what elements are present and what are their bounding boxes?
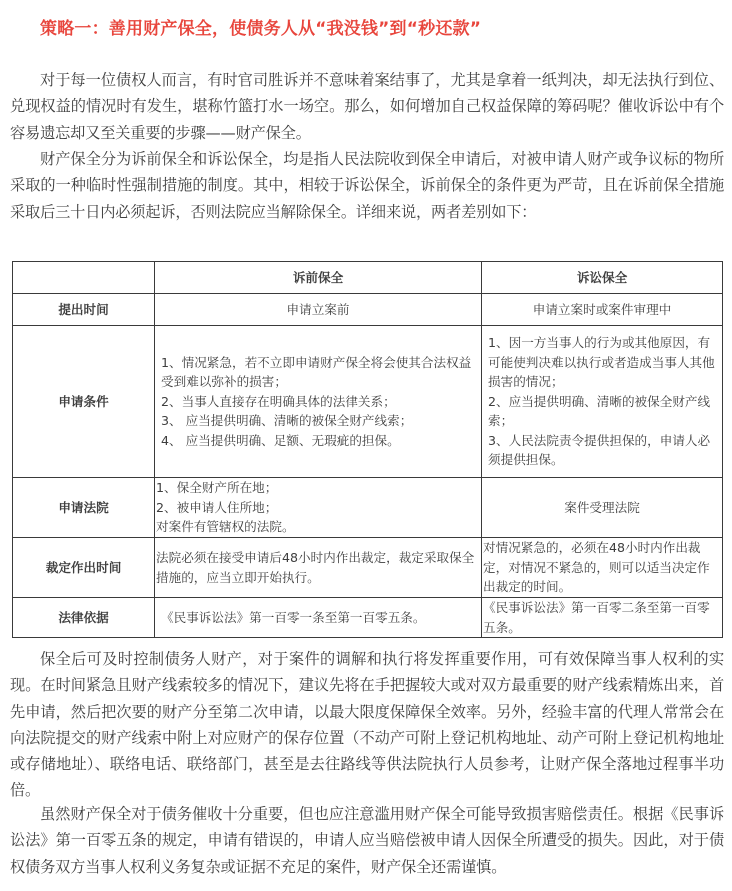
table-header-row bbox=[13, 262, 723, 294]
litigation-cell bbox=[482, 598, 723, 638]
cell-text: 2、当事人直接存在明确具体的法律关系； bbox=[161, 393, 396, 409]
row-label: 申请条件 bbox=[13, 326, 155, 478]
cell-text: 1、情况紧急，若不立即申请财产保全将会使其合法权益受到难以弥补的损害； bbox=[161, 354, 472, 390]
row-label: 申请法院 bbox=[13, 478, 155, 538]
cell-text: 3、 应当提供明确、清晰的被保全财产线索； bbox=[161, 413, 413, 429]
post-preservation-paragraph: 保全后可及时控制债务人财产，对于案件的调解和执行将发挥重要作用，可有效保障当事人权利的实现。在时间紧急且财产线索较多的情况下，建议先将在手把握较大或对双方最重要的财产线索精炼出来，首先申请，然后把次要的财产分至第二次申请，以最大限度保障保全效率。另外，经验丰富的代理人常常会在向法院提交的财产线索中附上对应财产的保存位置（不动产可附上登记机构地址、动产可附上登记机构地址或存储地址）、联络电话、联络部门，甚至是去往路线等供法院执行人员参考，让财产保全落地过程事半功倍。 bbox=[10, 650, 724, 800]
cell-text: 1、因一方当事人的行为或其他原因，有可能使判决难以执行或者造成当事人其他损害的情况； bbox=[488, 335, 715, 390]
comparison-table bbox=[12, 261, 723, 638]
intro-paragraph: 对于每一位债权人而言，有时官司胜诉并不意味着案结事了，尤其是拿着一纸判决，却无法执行到位、兑现权益的情况时有发生，堪称竹篮打水一场空。那么，如何增加自己权益保障的筹码呢？催收诉讼中有个容易遗忘却又至关重要的步骤——财产保全。 bbox=[10, 71, 724, 142]
cell-text: 法院必须在接受申请后48小时内作出裁定，裁定采取保全措施的，应当立即开始执行。 bbox=[156, 550, 475, 585]
section-title: 策略一：善用财产保全，使债务人从“我没钱”到“秒还款” bbox=[40, 19, 482, 39]
table-row bbox=[13, 294, 723, 326]
row-label: 裁定作出时间 bbox=[13, 538, 155, 598]
cell-text: 对案件有管辖权的法院。 bbox=[156, 519, 295, 535]
header-cell-empty bbox=[13, 262, 155, 294]
cell-text: 《民事诉讼法》第一百零二条至第一百零五条。 bbox=[483, 600, 710, 635]
table-row bbox=[13, 478, 723, 538]
header-cell-pre-litigation: 诉前保全 bbox=[155, 262, 482, 294]
table-row bbox=[13, 326, 723, 478]
caution-paragraph: 虽然财产保全对于债务催收十分重要，但也应注意滥用财产保全可能导致损害赔偿责任。根据《民事诉讼法》第一百零五条的规定，申请有错误的，申请人应当赔偿被申请人因保全所遭受的损失。因此，对于债权债务双方当事人权利义务复杂或证据不充足的案件，财产保全还需谨慎。 bbox=[10, 805, 724, 876]
pre-litigation-cell bbox=[155, 294, 482, 326]
cell-text: 4、 应当提供明确、足额、无瑕疵的担保。 bbox=[161, 432, 400, 448]
table-row bbox=[13, 538, 723, 598]
pre-litigation-cell bbox=[155, 326, 482, 478]
preservation-types-paragraph: 财产保全分为诉前保全和诉讼保全，均是指人民法院收到保全申请后，对被申请人财产或争议标的物所采取的一种临时性强制措施的制度。其中，相较于诉讼保全，诉前保全的条件更为严苛，且在诉前保全措施采取后三十日内必须起诉，否则法院应当解除保全。详细来说，两者差别如下： bbox=[10, 150, 724, 221]
cell-text: 申请立案前 bbox=[286, 301, 350, 317]
litigation-cell bbox=[482, 478, 723, 538]
cell-text: 2、应当提供明确、清晰的被保全财产线索； bbox=[488, 393, 711, 429]
pre-litigation-cell bbox=[155, 598, 482, 638]
pre-litigation-cell bbox=[155, 538, 482, 598]
cell-text: 对情况紧急的，必须在48小时内作出裁定，对情况不紧急的，则可以适当决定作出裁定的时间。 bbox=[483, 540, 710, 595]
cell-text: 1、保全财产所在地； bbox=[156, 480, 278, 496]
cell-text: 《民事诉讼法》第一百零一条至第一百零五条。 bbox=[161, 609, 426, 625]
litigation-cell bbox=[482, 294, 723, 326]
cell-text: 2、被申请人住所地； bbox=[156, 499, 278, 515]
table-row bbox=[13, 598, 723, 638]
litigation-cell bbox=[482, 326, 723, 478]
row-label: 提出时间 bbox=[13, 294, 155, 326]
row-label: 法律依据 bbox=[13, 598, 155, 638]
cell-text: 3、人民法院责令提供担保的，申请人必须提供担保。 bbox=[488, 432, 711, 468]
cell-text: 申请立案时或案件审理中 bbox=[532, 301, 672, 317]
litigation-cell bbox=[482, 538, 723, 598]
cell-text: 案件受理法院 bbox=[564, 499, 640, 515]
pre-litigation-cell bbox=[155, 478, 482, 538]
header-cell-litigation: 诉讼保全 bbox=[482, 262, 723, 294]
